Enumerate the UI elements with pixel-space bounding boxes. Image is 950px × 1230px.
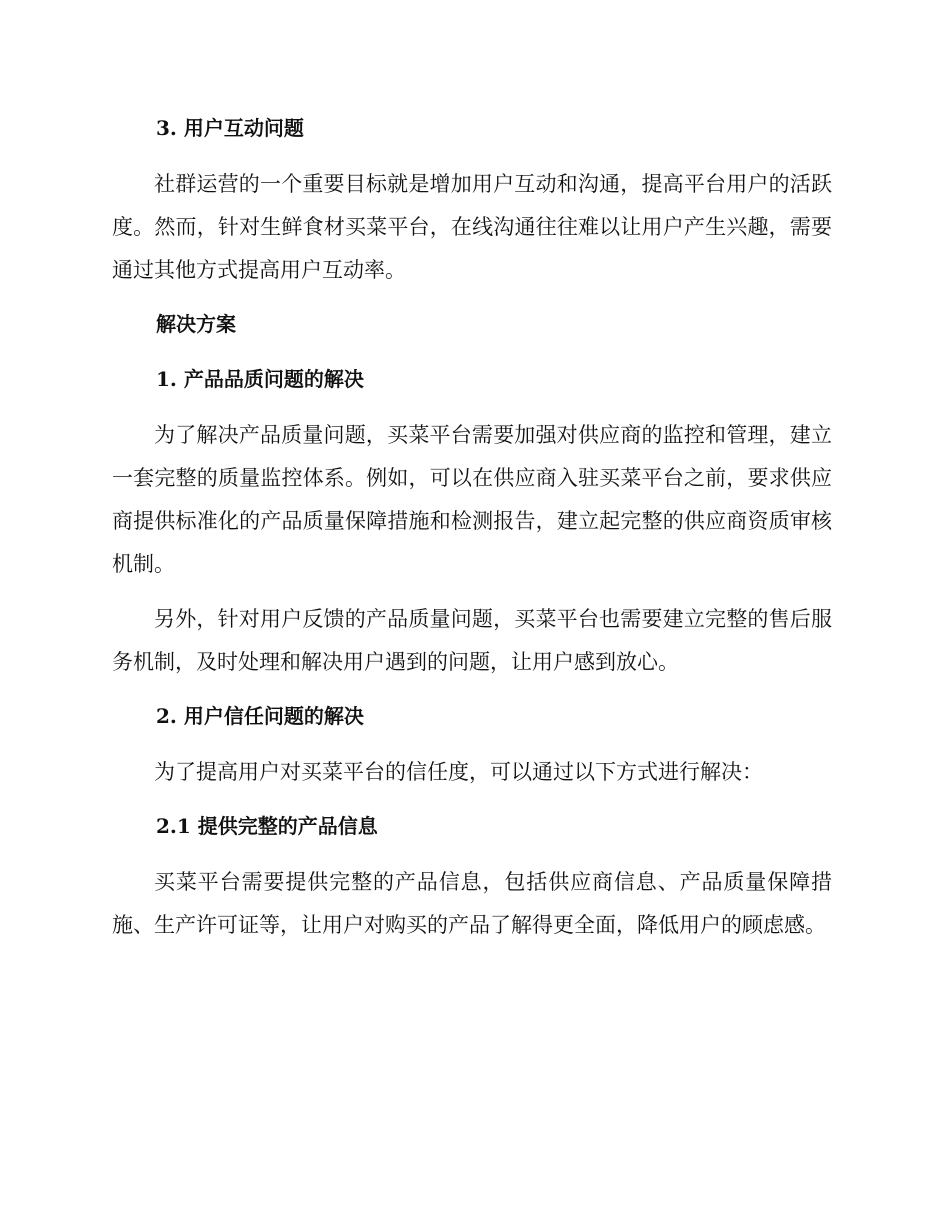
section-heading-solutions: 解决方案: [156, 312, 236, 336]
section-heading-user-interaction: 3. 用户互动问题: [156, 116, 304, 140]
paragraph-after-sales: 另外，针对用户反馈的产品质量问题，买菜平台也需要建立完整的售后服务机制，及时处理和解决用户遇到的问题，让用户感到放心。: [112, 607, 832, 674]
paragraph-trust-intro: 为了提高用户对买菜平台的信任度，可以通过以下方式进行解决：: [154, 760, 763, 784]
paragraph-product-info: 买菜平台需要提供完整的产品信息，包括供应商信息、产品质量保障措施、生产许可证等，让用户对购买的产品了解得更全面，降低用户的顾虑感。: [112, 870, 832, 937]
paragraph-quality-monitoring: 为了解决产品质量问题，买菜平台需要加强对供应商的监控和管理，建立一套完整的质量监控体系。例如，可以在供应商入驻买菜平台之前，要求供应商提供标准化的产品质量保障措施和检测报告，建立起完整的供应商资质审核机制。: [112, 423, 832, 576]
section-heading-product-info: 2.1 提供完整的产品信息: [156, 814, 378, 838]
section-heading-product-quality-solution: 1. 产品品质问题的解决: [156, 367, 364, 391]
paragraph-user-interaction: 社群运营的一个重要目标就是增加用户互动和沟通，提高平台用户的活跃度。然而，针对生鲜食材买菜平台，在线沟通往往难以让用户产生兴趣，需要通过其他方式提高用户互动率。: [112, 172, 832, 282]
document-page: [112, 108, 832, 959]
section-heading-user-trust-solution: 2. 用户信任问题的解决: [156, 704, 364, 728]
